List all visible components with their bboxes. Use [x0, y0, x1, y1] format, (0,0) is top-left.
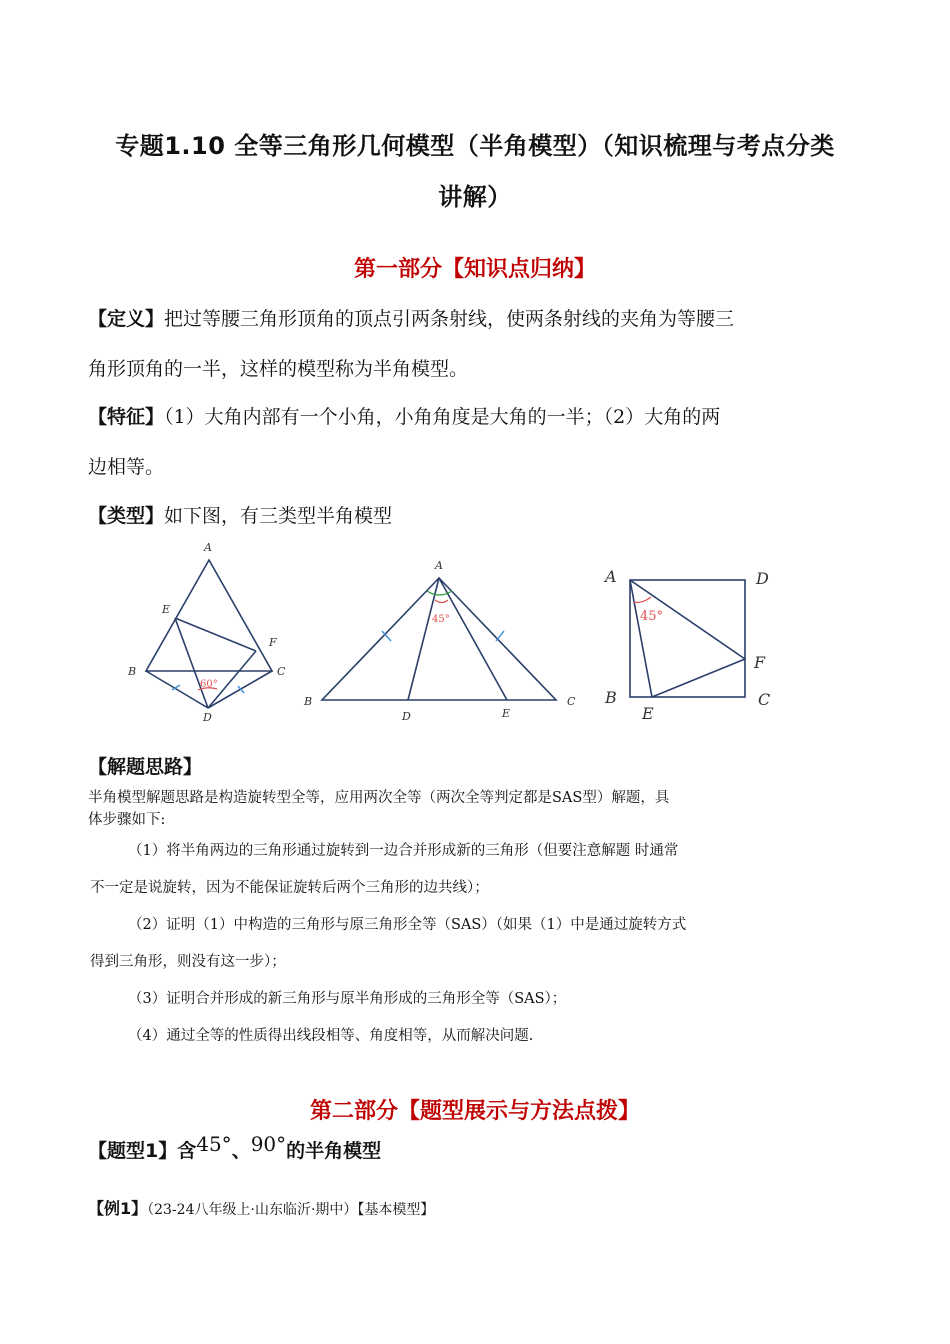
fig3-label-a: A	[605, 567, 617, 586]
fig3-angle-arc	[634, 597, 651, 602]
fig3-label-c: C	[758, 690, 771, 709]
fig3-label-b: B	[605, 688, 617, 707]
document-title-line2: 讲解）	[438, 183, 512, 211]
type1-label: 【题型1】含	[88, 1140, 197, 1162]
types-label: 【类型】	[88, 505, 165, 527]
definition-text2: 角形顶角的一半，这样的模型称为半角模型。	[88, 358, 469, 380]
feature-text1: （1）大角内部有一个小角，小角角度是大角的一半；（2）大角的两	[164, 406, 721, 428]
fig3-square-abcd	[630, 580, 745, 697]
fig3-angle-label: 45°	[640, 609, 664, 624]
type1-sep: 、	[231, 1140, 251, 1162]
fig2-angle-arc-red	[435, 600, 448, 603]
figure-1-diagram	[120, 538, 300, 728]
part1-heading: 第一部分【知识点归纳】	[353, 257, 596, 282]
solution-intro-line2: 体步骤如下:	[88, 812, 166, 828]
fig1-angle-label: 60°	[200, 679, 218, 690]
solution-steps	[90, 833, 878, 1055]
figure-3-diagram	[598, 562, 788, 732]
definition-paragraph	[88, 294, 868, 394]
fig1-line-ed	[175, 618, 208, 708]
solution-intro-line1: 半角模型解题思路是构造旋转型全等，应用两次全等（两次全等判定都是SAS型）解题，具	[88, 790, 670, 806]
type1-suffix: 的半角模型	[286, 1140, 382, 1162]
example1-source: （23-24八年级上·山东临沂·期中）【基本模型】	[147, 1202, 435, 1218]
fig3-line-ef	[652, 659, 745, 697]
types-paragraph	[88, 491, 868, 541]
solution-step4: （4）通过全等的性质得出线段相等、角度相等，从而解决问题.	[128, 1028, 534, 1044]
fig1-label-c: C	[277, 665, 286, 678]
fig2-line-ad	[408, 578, 439, 700]
fig2-label-d: D	[402, 710, 411, 723]
solution-intro	[88, 787, 878, 831]
solution-step1-line1: （1）将半角两边的三角形通过旋转到一边合并形成新的三角形（但要注意解题 时通常	[128, 843, 679, 859]
solution-step1-line2: 不一定是说旋转，因为不能保证旋转后两个三角形的边共线）；	[90, 880, 489, 896]
fig3-label-f: F	[754, 653, 766, 672]
fig1-label-b: B	[128, 665, 137, 678]
fig1-label-e: E	[162, 603, 171, 616]
fig2-label-a: A	[435, 559, 443, 572]
feature-text2: 边相等。	[88, 456, 165, 478]
example1-line	[88, 1196, 434, 1219]
fig3-line-ae	[630, 580, 652, 697]
fig1-label-f: F	[269, 636, 277, 649]
definition-text1: 把过等腰三角形顶角的顶点引两条射线，使两条射线的夹角为等腰三	[164, 308, 735, 330]
fig2-tick-ac	[496, 631, 504, 641]
fig1-label-d: D	[203, 711, 212, 724]
solution-step2-line2: 得到三角形，则没有这一步）；	[90, 954, 286, 970]
fig3-label-d: D	[756, 569, 769, 588]
fig2-label-e: E	[502, 707, 511, 720]
solution-step2-line1: （2）证明（1）中构造的三角形与原三角形全等（SAS）（如果（1）中是通过旋转方式	[128, 917, 687, 933]
document-title-line1: 专题1.10 全等三角形几何模型（半角模型）（知识梳理与考点分类	[115, 132, 835, 160]
type1-angle1: 45°	[196, 1132, 232, 1156]
feature-label: 【特征】	[88, 406, 165, 428]
types-text: 如下图，有三类型半角模型	[164, 505, 393, 527]
feature-paragraph	[88, 392, 868, 492]
definition-label: 【定义】	[88, 308, 165, 330]
part2-heading: 第二部分【题型展示与方法点拨】	[309, 1099, 640, 1124]
fig1-label-a: A	[204, 541, 212, 554]
solution-step3: （3）证明合并形成的新三角形与原半角形成的三角形全等（SAS）；	[128, 991, 567, 1007]
example1-label: 【例1】	[88, 1199, 148, 1218]
fig2-angle-label: 45°	[432, 614, 450, 625]
fig3-label-e: E	[642, 704, 654, 723]
figure-2-diagram	[298, 555, 588, 725]
fig2-label-b: B	[304, 695, 313, 708]
type1-heading	[88, 1132, 382, 1163]
type1-angle2: 90°	[250, 1132, 287, 1156]
solution-label: 【解题思路】	[88, 756, 203, 778]
fig2-triangle-abc	[322, 578, 556, 700]
fig2-label-c: C	[567, 695, 576, 708]
